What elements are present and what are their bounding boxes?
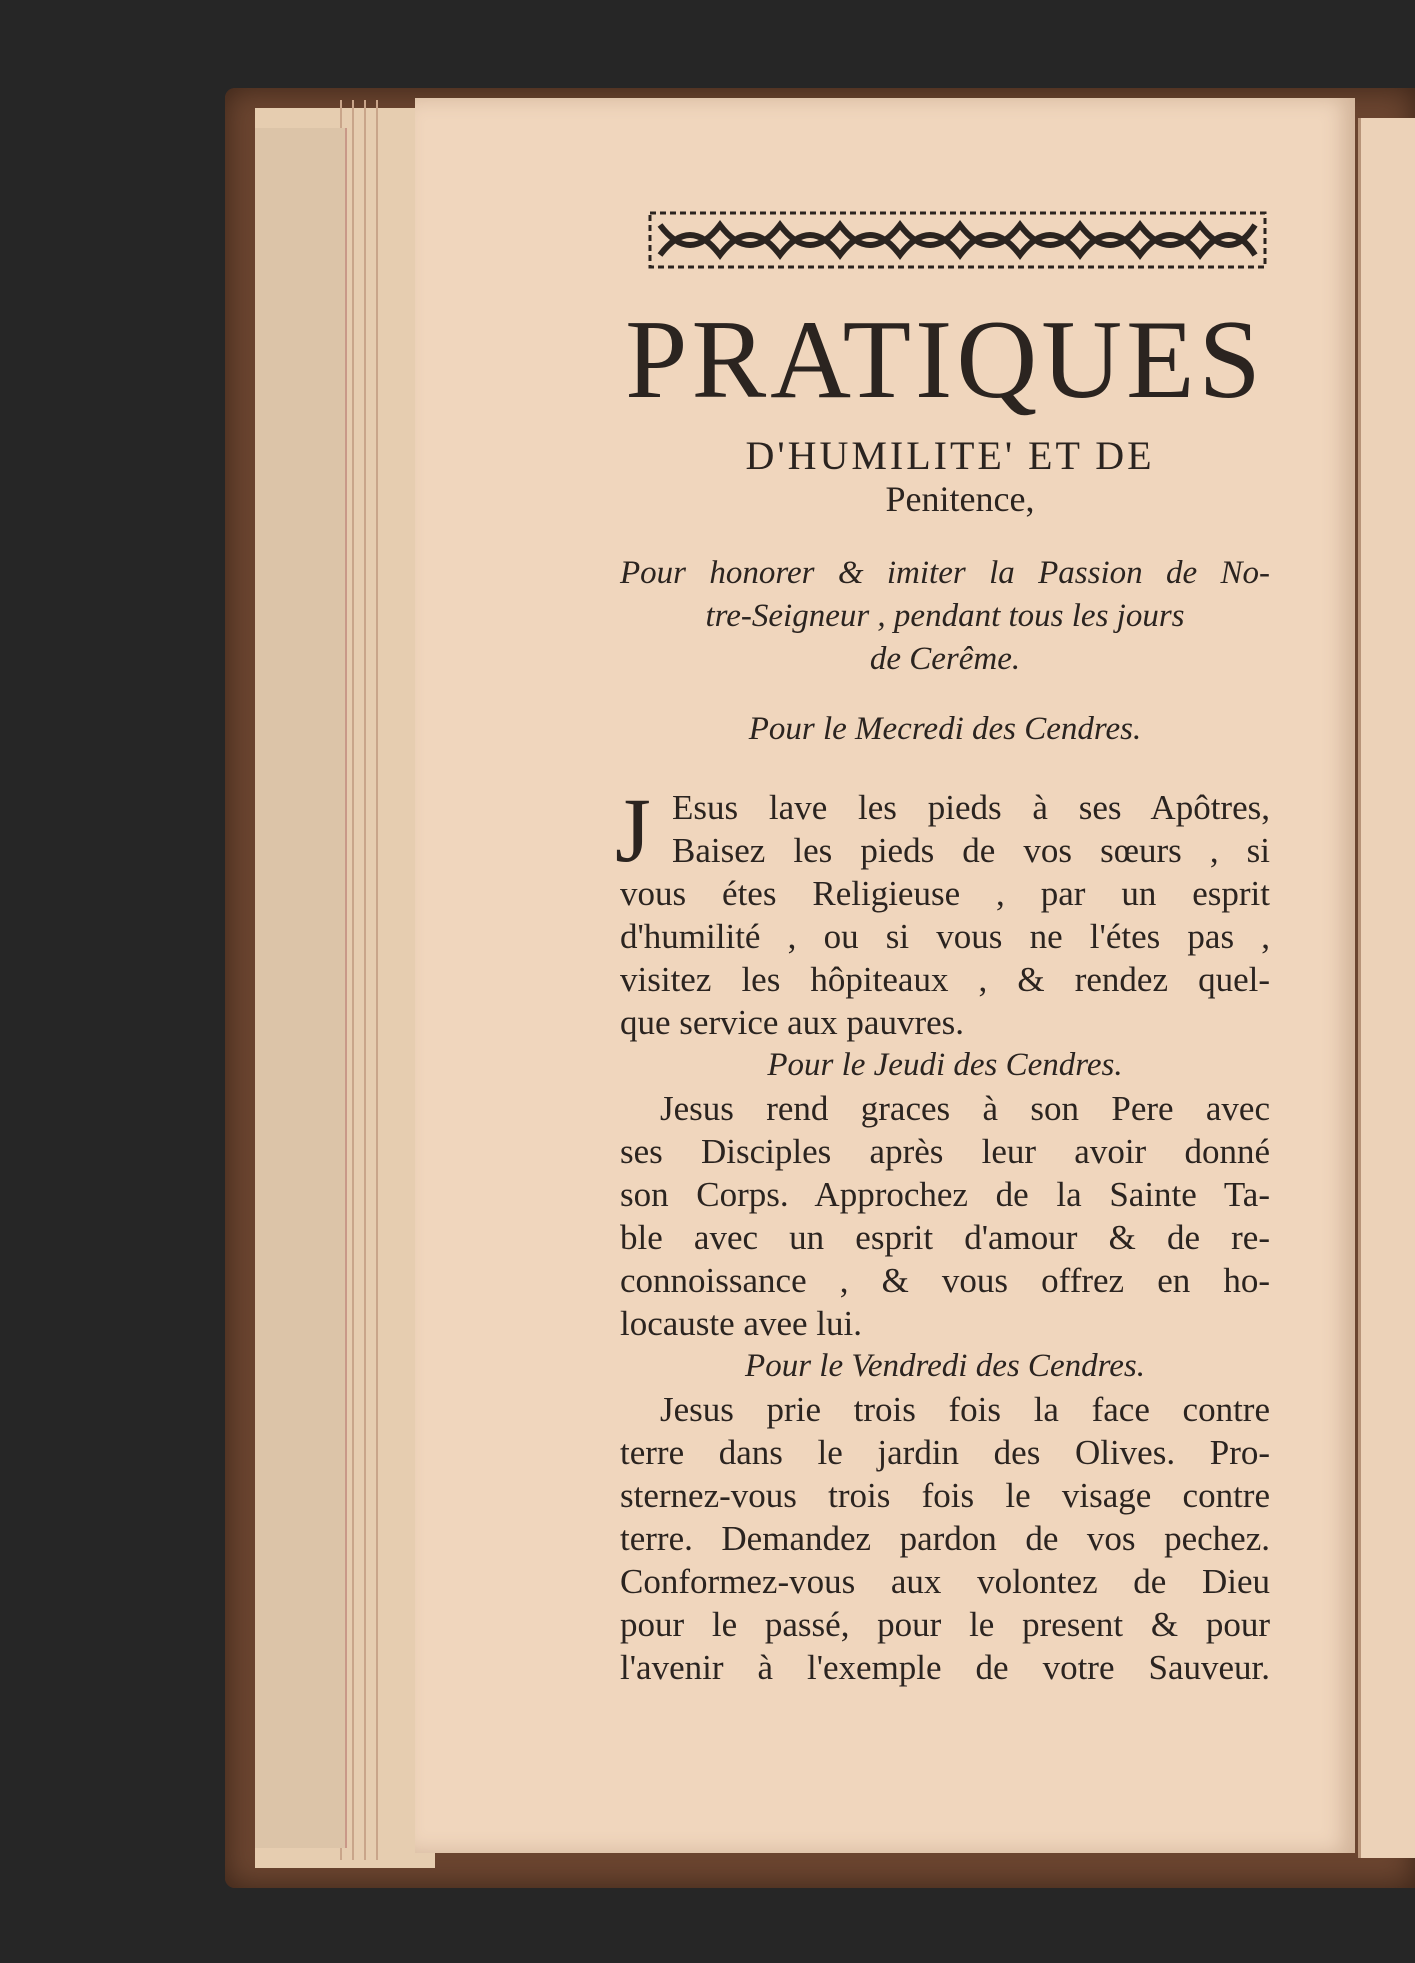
page-leaf — [364, 100, 372, 1860]
body-line: que service aux pauvres. — [620, 1003, 965, 1042]
body-line: l'avenir à l'exemple de votre Sauveur. — [620, 1648, 1270, 1687]
drop-cap: J — [615, 779, 651, 881]
intro — [620, 552, 1270, 681]
body-line: Jesus rend graces à son Pere avec — [660, 1089, 1270, 1128]
subtitle-line-2: Penitence, — [885, 479, 1035, 519]
body-line: Baisez les pieds de vos sœurs , si — [672, 831, 1270, 870]
body-line: Conformez-vous aux volontez de Dieu — [620, 1562, 1270, 1601]
intro-line: tre-Seigneur , pendant tous les jours — [705, 598, 1185, 634]
body-line: ses Disciples après leur avoir donné — [620, 1132, 1270, 1171]
section-mecredi-body — [615, 779, 1270, 1689]
body-line: connoissance , & vous offrez en ho- — [620, 1261, 1270, 1300]
section-mecredi — [620, 708, 1270, 751]
body-line: sternez-vous trois fois le visage contre — [620, 1476, 1270, 1515]
body-line: Jesus prie trois fois la face contre — [660, 1390, 1270, 1429]
left-page-edge — [255, 128, 347, 1848]
section-heading: Pour le Jeudi des Cendres. — [767, 1047, 1123, 1083]
body-line: Esus lave les pieds à ses Apôtres, — [672, 788, 1270, 827]
body-line: terre. Demandez pardon de vos pechez. — [620, 1519, 1270, 1558]
body-line: pour le passé, pour le present & pour — [620, 1605, 1270, 1644]
body-line: vous étes Religieuse , par un esprit — [620, 874, 1270, 913]
section-heading: Pour le Vendredi des Cendres. — [745, 1348, 1145, 1384]
page-leaf — [352, 100, 360, 1860]
subtitle-line-1: D'HUMILITE' ET DE — [745, 433, 1155, 478]
body-line: ble avec un esprit d'amour & de re- — [620, 1218, 1270, 1257]
body-line: terre dans le jardin des Olives. Pro- — [620, 1433, 1270, 1472]
ornament-headpiece — [640, 205, 1275, 275]
body-line: locauste avee lui. — [620, 1304, 862, 1343]
right-page-edge — [1358, 118, 1415, 1858]
intro-line: Pour honorer & imiter la Passion de No- — [620, 555, 1270, 591]
body-line: d'humilité , ou si vous ne l'étes pas , — [620, 917, 1270, 956]
intro-line: de Cerême. — [869, 641, 1021, 677]
section-heading: Pour le Mecredi des Cendres. — [748, 711, 1142, 747]
page-title: PRATIQUES — [625, 298, 1265, 422]
body-line: son Corps. Approchez de la Sainte Ta- — [620, 1175, 1270, 1214]
body-line: visitez les hôpiteaux , & rendez quel- — [620, 960, 1270, 999]
page-leaf — [376, 100, 384, 1860]
